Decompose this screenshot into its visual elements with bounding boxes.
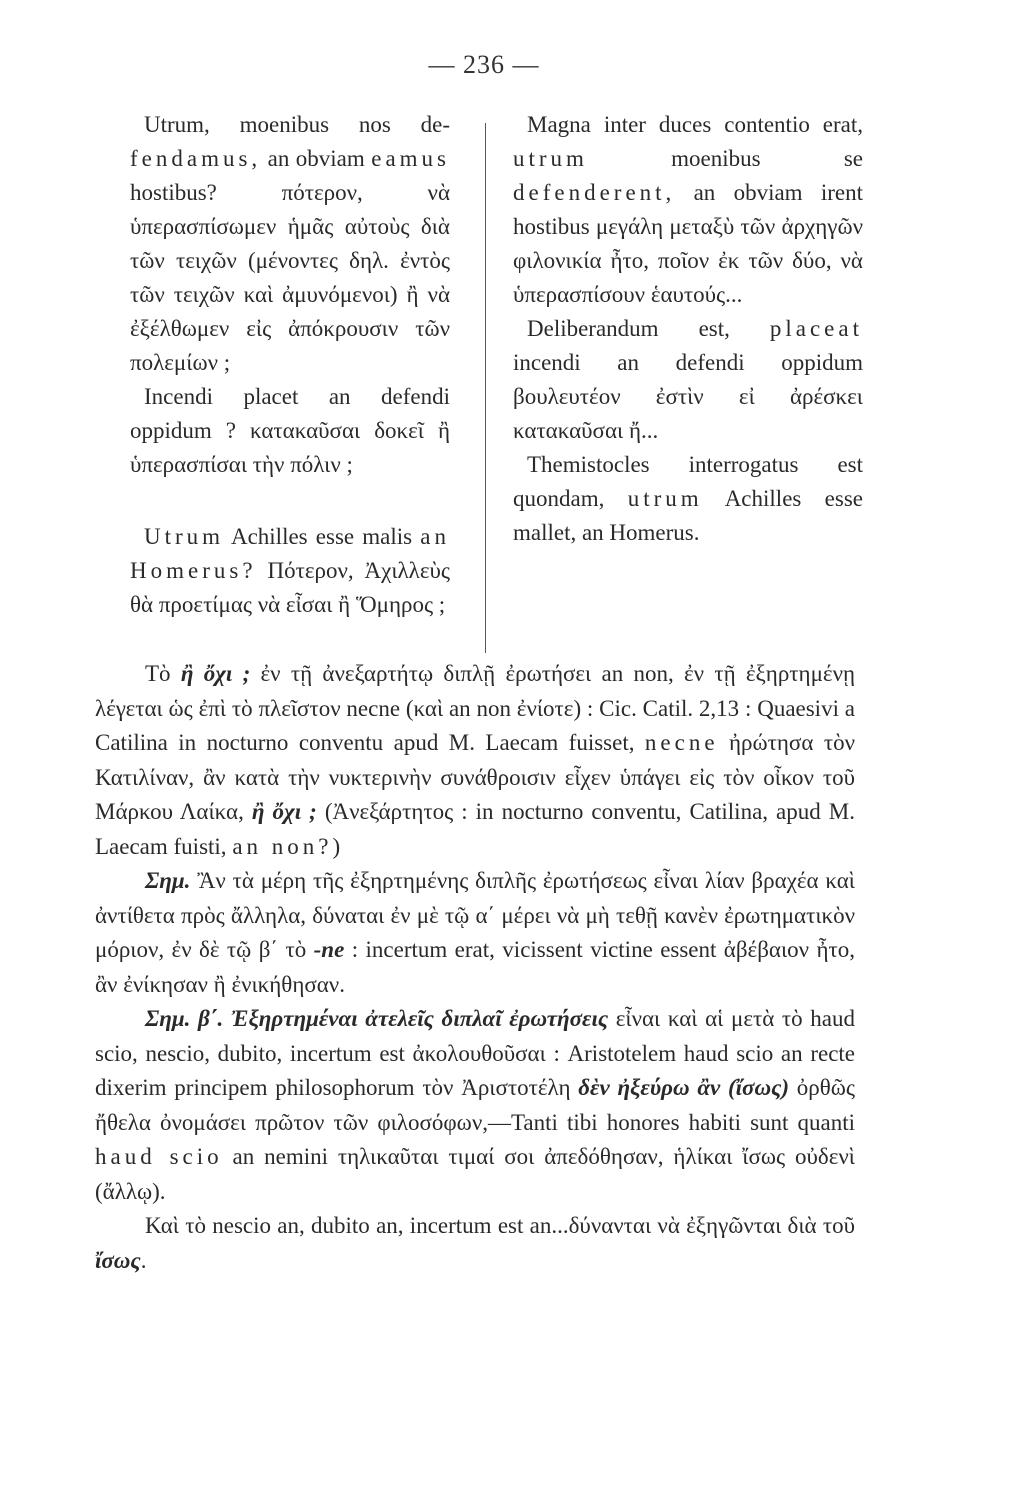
text-run: an nemini τηλικαῦται τιμαί σοι ἀπεδόθησαν, ἡλίκαι ἴσως οὐδενὶ (ἄλλῳ). bbox=[95, 1144, 855, 1204]
text-run: : incertum erat, vicissent victine essent ἀβέβαιον ἦτο, ἂν ἐνίκησαν ἢ ἐνικήθησαν. bbox=[95, 937, 855, 997]
spaced-text: haud scio bbox=[95, 1144, 223, 1169]
text-run: hostibus? πότερον, νὰ ὑπερασπίσωμεν ἡμᾶς αὐτοὺς διὰ τῶν τειχῶν (μένοντες δηλ. ἐντὸς τῶν τειχῶν καὶ ἀμυνόμενοι) ἢ νὰ ἐξέλθωμεν εἰς ἀπόκρουσιν τῶν πολεμίων ; bbox=[130, 180, 450, 375]
text-run: Deliberandum est, bbox=[527, 316, 770, 341]
text-run: ἠρώτησα τὸν Κατιλίναν, ἂν κατὰ τὴν νυκτερινὴν συνάθροισιν εἶχεν ὑπάγει εἰς τὸν οἶκον τοῦ Μάρκου Λαίκα, bbox=[95, 730, 855, 824]
text-run: Ἂν τὰ μέρη τῆς ἐξηρτημένης διπλῆς ἐρωτήσεως εἶναι λίαν βραχέα καὶ ἀντίθετα πρὸς ἄλληλα, δύναται ἐν μὲ τῷ α΄ μέρει νὰ μὴ τεθῇ κανὲν ἐρωτηματικὸν μόριον, ἐν δὲ τῷ β΄ τὸ bbox=[95, 868, 855, 962]
text-run: (Ἀνεξάρτητος : in nocturno conventu, Catilina, apud M. Laecam fuisti, bbox=[95, 799, 855, 859]
text-run: . bbox=[140, 1247, 147, 1273]
text-run: Πότερον, Ἀχιλλεὺς θὰ προετίμας νὰ εἶσαι ἢ Ὅμηρος ; bbox=[130, 558, 450, 617]
text-run: Achilles esse malis bbox=[224, 524, 421, 549]
text-run: Themistocles interrogatus est quondam, bbox=[513, 452, 863, 511]
spaced-text: utrum bbox=[513, 146, 588, 171]
bold-text: ἢ ὄχι ; bbox=[180, 661, 251, 686]
body-paragraph-1 bbox=[95, 657, 855, 864]
right-paragraph-1 bbox=[513, 108, 863, 312]
left-paragraph-3 bbox=[130, 520, 450, 622]
body-paragraph-3 bbox=[95, 1002, 855, 1209]
spaced-text: necne bbox=[644, 730, 719, 755]
text-run: Magna inter duces contentio erat, bbox=[527, 112, 863, 137]
full-width-section bbox=[95, 657, 855, 1278]
bold-text: ἴσως bbox=[95, 1247, 141, 1273]
left-paragraph-2: Incendi placet an defendi oppidum ? κατακαῦσαι δοκεῖ ἢ ὑπερασπίσαι τὴν πόλιν ; bbox=[130, 384, 450, 477]
text-run: εἶναι καὶ αἱ μετὰ τὸ haud scio, nescio, dubito, incertum est ἀκολουθοῦσαι : Aristotelem haud scio an recte dixerim principem philosophorum τὸν Ἀριστοτέλη bbox=[95, 1006, 855, 1100]
right-column bbox=[513, 108, 863, 550]
text-run: Achilles esse mallet, an Homerus. bbox=[513, 486, 863, 545]
text-run: incendi an defendi oppidum βουλευτέον ἐστὶν εἰ ἀρέσκει κατακαῦσαι ἤ... bbox=[513, 350, 863, 443]
text-run: ἐν τῇ ἀνεξαρτήτῳ διπλῇ ἐρωτήσει an non, ἐν τῇ ἐξηρτημένῃ λέγεται ὡς ἐπὶ τὸ πλεῖστον necne (καὶ an non ἐνίοτε) : Cic. Catil. 2,13 : Quaesivi a Catilina in nocturno conventu apud M. Laecam fuisset, bbox=[95, 661, 855, 755]
spaced-text: an non? bbox=[232, 833, 333, 859]
text-run: ) bbox=[332, 833, 341, 859]
left-paragraph-1 bbox=[130, 108, 450, 380]
bold-text: Σημ. β΄. Ἐξηρτημέναι ἀτελεῖς διπλαῖ ἐρωτήσεις bbox=[145, 1006, 609, 1031]
text-run: an obviam irent hostibus μεγάλη μεταξὺ τῶν ἀρχηγῶν φιλονικία ἦτο, ποῖον ἐκ τῶν δύο, νὰ ὑπερασπίσουν ἑαυτούς... bbox=[513, 180, 863, 307]
spaced-text: placeat bbox=[769, 316, 863, 341]
spaced-text: utrum bbox=[627, 486, 703, 511]
text-run: Utrum, moenibus nos de- bbox=[144, 112, 450, 137]
text-run: an obviam bbox=[261, 146, 372, 171]
spaced-text: fendamus, bbox=[130, 146, 262, 171]
text-run: Τὸ bbox=[145, 661, 181, 686]
bold-text: δὲν ἠξεύρω ἂν (ἴσως) bbox=[578, 1075, 789, 1100]
right-paragraph-2 bbox=[513, 312, 863, 448]
body-paragraph-4 bbox=[95, 1209, 855, 1278]
text-run: ὀρθῶς ἤθελα ὀνομάσει πρῶτον τῶν φιλοσόφων,—Tanti tibi honores habiti sunt quanti bbox=[95, 1075, 855, 1135]
spaced-text: Utrum bbox=[144, 524, 225, 549]
right-paragraph-3 bbox=[513, 448, 863, 550]
spaced-text: an Homerus? bbox=[130, 524, 450, 583]
bold-text: Σημ. bbox=[145, 868, 191, 893]
text-run: moenibus se bbox=[587, 146, 863, 171]
spaced-text: eamus bbox=[371, 146, 450, 171]
page-number: — 236 — bbox=[428, 50, 540, 79]
bold-text: -ne bbox=[313, 937, 345, 962]
two-column-section bbox=[95, 108, 875, 653]
left-column bbox=[130, 108, 450, 622]
bold-text: ἢ ὄχι ; bbox=[251, 799, 317, 824]
text-run: Καὶ τὸ nescio an, dubito an, incertum est an...δύνανται νὰ ἐξηγῶνται διὰ τοῦ bbox=[145, 1213, 855, 1238]
body-paragraph-2 bbox=[95, 864, 855, 1002]
column-divider bbox=[485, 123, 486, 653]
spaced-text: defenderent, bbox=[513, 180, 676, 205]
